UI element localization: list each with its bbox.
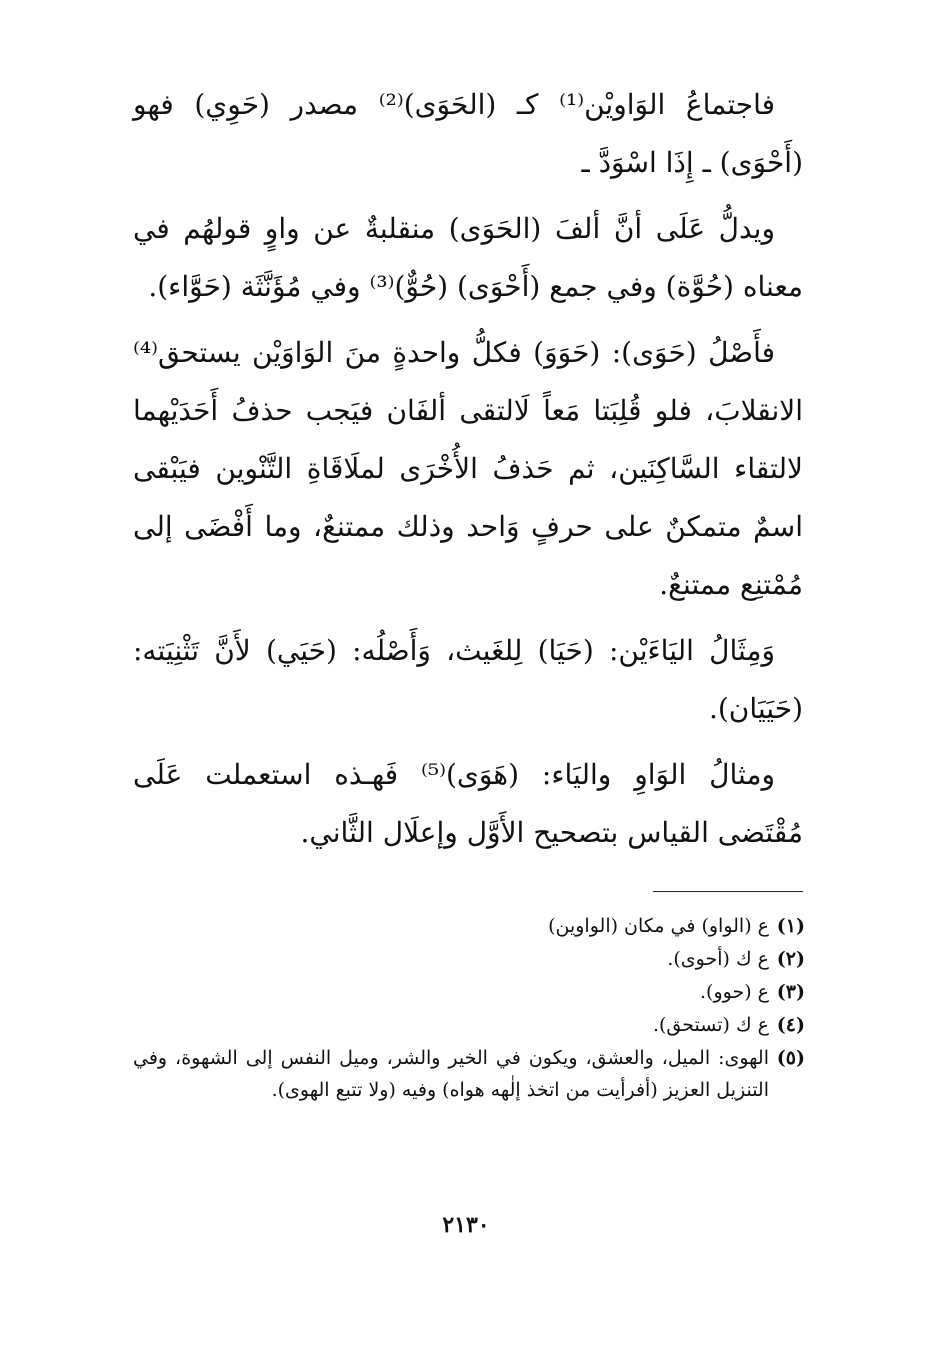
footnote-2	[133, 943, 805, 975]
paragraph-5: ومثالُ الوَاوِ واليَاء: (هَوَى)⁽⁵⁾ فَهـذه استعملت عَلَى مُقْتَضى القياس بتصحيح الأَوَّل وإعلَال الثَّاني.	[133, 758, 803, 849]
footnote-number: (٤)	[776, 1014, 805, 1036]
footnote-5	[133, 1042, 805, 1106]
footnote-text: ع ك (أحوى).	[667, 948, 769, 970]
footnote-text: ع ك (تستحق).	[652, 1014, 769, 1036]
footnote-text: ع (حوو).	[700, 981, 769, 1003]
footnote-number: (٣)	[776, 981, 805, 1003]
footnote-number: (٥)	[776, 1047, 805, 1069]
main-text	[133, 76, 803, 868]
footnote-4	[133, 1009, 805, 1041]
paragraph-4: وَمِثَالُ اليَاءَيْن: (حَيَا) لِلغَيث، وَأَصْلُه: (حَيَي) لأَنَّ تَثْنِيَته: (حَيَيَان).	[133, 634, 803, 725]
paragraph-2: ويدلُّ عَلَى أنَّ ألفَ (الحَوَى) منقلبةٌ عن واوٍ قولهُم في معناه (حُوَّة) وفي جمع (أَحْوَى) (حُوٌّ)⁽³⁾ وفي مُؤَنَّثَة (حَوَّاء).	[133, 212, 803, 303]
footnote-text: ع (الواو) في مكان (الواوين)	[548, 915, 769, 937]
paragraph-1: فاجتماعُ الوَاويْن⁽¹⁾ كـ (الحَوَى)⁽²⁾ مصدر (حَوِي) فهو (أَحْوَى) ـ إِذَا اسْوَدَّ ـ	[133, 88, 803, 179]
footnote-1	[133, 910, 805, 942]
footnotes	[133, 910, 805, 1107]
footnote-separator	[653, 891, 803, 892]
paragraph-3: فأَصْلُ (حَوَى): (حَوَوَ) فكلُّ واحدةٍ منَ الوَاوَيْن يستحق⁽⁴⁾ الانقلابَ، فلو قُلِبَتا مَعاً لَالتقى ألفَان فيَجب حذفُ أَحَدَيْهما لالتقاء السَّاكِنَين، ثم حَذفُ الأُخْرَى لملَاقَاةِ التَّنْوين فيَبْقى اسمٌ متمكنٌ على حرفٍ وَاحد وذلك ممتنعٌ، وما أَفْضَى إلى مُمْتنِع ممتنعٌ.	[133, 336, 803, 601]
footnote-3	[133, 976, 805, 1008]
footnote-number: (١)	[776, 915, 805, 937]
page-number: ٢١٣٠	[442, 1212, 490, 1238]
footnote-text: الهوى: الميل، والعشق، ويكون في الخير والشر، وميل النفس إلى الشهوة، وفي التنزيل العزيز (أفرأيت من اتخذ إلٰهه هواه) وفيه (ولا تتبع الهوى).	[133, 1047, 769, 1101]
footnote-number: (٢)	[776, 948, 805, 970]
